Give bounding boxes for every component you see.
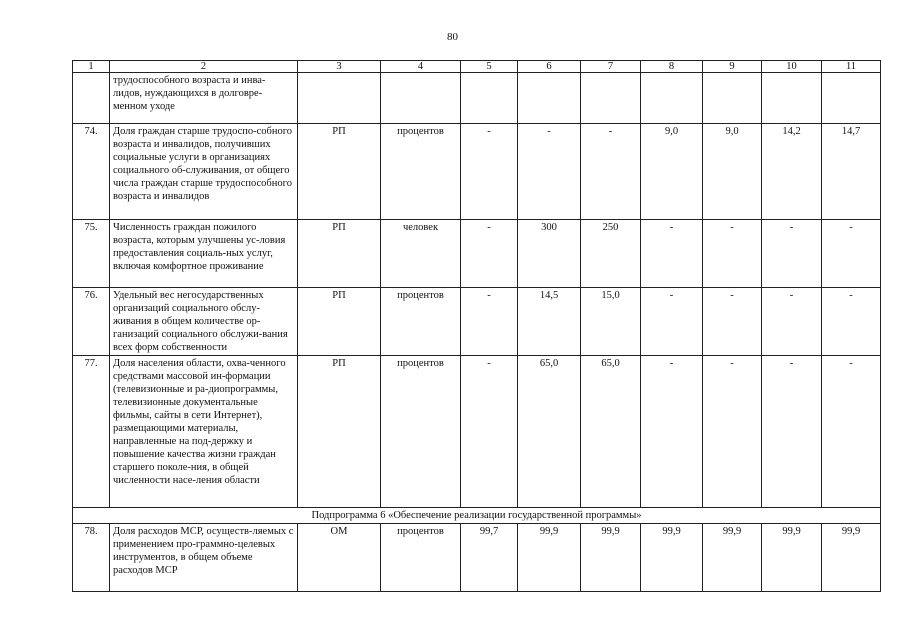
- column-header: 10: [762, 61, 822, 73]
- value-cell: 9,0: [641, 124, 703, 220]
- row-number: 76.: [73, 288, 110, 356]
- value-cell: [461, 73, 518, 124]
- indicators-table: [72, 60, 881, 592]
- value-cell: -: [822, 356, 881, 508]
- row-number: 77.: [73, 356, 110, 508]
- subprogram-row: [73, 508, 881, 524]
- indicator-name: трудоспособного возраста и инва-лидов, нуждающихся в долговре-менном уходе: [110, 73, 298, 124]
- value-cell: -: [581, 124, 641, 220]
- value-cell: [822, 73, 881, 124]
- indicator-name: Доля населения области, охва-ченного средствами массовой ин-формации (телевизионные и ра-диопрограммы, телевизионные документальные фильмы, сайты в сети Интернет), размещающими материалы, направленные на под-держку и повышение качества жизни граждан старшего поколе-ния, в общей численности насе-ления области: [110, 356, 298, 508]
- column-header: 11: [822, 61, 881, 73]
- subprogram-title: Подпрограмма 6 «Обеспечение реализации государственной программы»: [73, 508, 881, 524]
- indicator-unit: [381, 73, 461, 124]
- row-number: 78.: [73, 524, 110, 592]
- indicator-type: РП: [298, 356, 381, 508]
- column-header: 2: [110, 61, 298, 73]
- value-cell: -: [762, 220, 822, 288]
- indicator-unit: процентов: [381, 524, 461, 592]
- value-cell: 250: [581, 220, 641, 288]
- indicator-unit: процентов: [381, 356, 461, 508]
- value-cell: -: [641, 288, 703, 356]
- table-row: [73, 73, 881, 124]
- column-header: 4: [381, 61, 461, 73]
- column-header: 3: [298, 61, 381, 73]
- indicator-type: РП: [298, 288, 381, 356]
- column-header: 7: [581, 61, 641, 73]
- indicator-unit: человек: [381, 220, 461, 288]
- value-cell: 99,7: [461, 524, 518, 592]
- indicator-name: Доля граждан старше трудоспо-собного возраста и инвалидов, получивших социальные услуги в организациях социального об-служивания, от общего числа граждан старше трудоспособного возраста и инвалидов: [110, 124, 298, 220]
- indicator-name: Удельный вес негосударственных организаций социального обслу-живания в общем количестве ор-ганизаций социального обслужи-вания всех форм собственности: [110, 288, 298, 356]
- indicator-name: Численность граждан пожилого возраста, которым улучшены ус-ловия предоставления социаль-ных услуг, включая комфортное проживание: [110, 220, 298, 288]
- table-row: [73, 356, 881, 508]
- value-cell: 99,9: [641, 524, 703, 592]
- table-row: [73, 288, 881, 356]
- value-cell: 99,9: [822, 524, 881, 592]
- value-cell: -: [461, 288, 518, 356]
- value-cell: 65,0: [518, 356, 581, 508]
- column-header: 6: [518, 61, 581, 73]
- value-cell: -: [762, 356, 822, 508]
- value-cell: [518, 73, 581, 124]
- value-cell: 65,0: [581, 356, 641, 508]
- value-cell: [762, 73, 822, 124]
- indicator-type: РП: [298, 124, 381, 220]
- value-cell: -: [762, 288, 822, 356]
- column-header: 8: [641, 61, 703, 73]
- value-cell: [581, 73, 641, 124]
- table-row: [73, 220, 881, 288]
- value-cell: 99,9: [762, 524, 822, 592]
- value-cell: -: [703, 356, 762, 508]
- value-cell: 14,5: [518, 288, 581, 356]
- table-row: [73, 524, 881, 592]
- value-cell: -: [703, 220, 762, 288]
- value-cell: [703, 73, 762, 124]
- value-cell: -: [461, 124, 518, 220]
- page-number: 80: [447, 31, 458, 43]
- column-header: 9: [703, 61, 762, 73]
- table-row: [73, 124, 881, 220]
- indicator-type: ОМ: [298, 524, 381, 592]
- value-cell: 99,9: [518, 524, 581, 592]
- value-cell: 15,0: [581, 288, 641, 356]
- value-cell: 99,9: [703, 524, 762, 592]
- indicator-name: Доля расходов МСР, осуществ-ляемых с применением про-граммно-целевых инструментов, в общем объеме расходов МСР: [110, 524, 298, 592]
- indicator-unit: процентов: [381, 124, 461, 220]
- indicator-type: [298, 73, 381, 124]
- value-cell: 9,0: [703, 124, 762, 220]
- value-cell: -: [461, 220, 518, 288]
- row-number: 75.: [73, 220, 110, 288]
- value-cell: -: [461, 356, 518, 508]
- table-header-row: [73, 61, 881, 73]
- value-cell: -: [822, 220, 881, 288]
- value-cell: -: [641, 356, 703, 508]
- value-cell: 14,7: [822, 124, 881, 220]
- value-cell: 99,9: [581, 524, 641, 592]
- column-header: 5: [461, 61, 518, 73]
- row-number: [73, 73, 110, 124]
- value-cell: -: [703, 288, 762, 356]
- value-cell: -: [641, 220, 703, 288]
- value-cell: [641, 73, 703, 124]
- value-cell: 300: [518, 220, 581, 288]
- value-cell: 14,2: [762, 124, 822, 220]
- value-cell: -: [822, 288, 881, 356]
- column-header: 1: [73, 61, 110, 73]
- indicator-type: РП: [298, 220, 381, 288]
- row-number: 74.: [73, 124, 110, 220]
- value-cell: -: [518, 124, 581, 220]
- indicator-unit: процентов: [381, 288, 461, 356]
